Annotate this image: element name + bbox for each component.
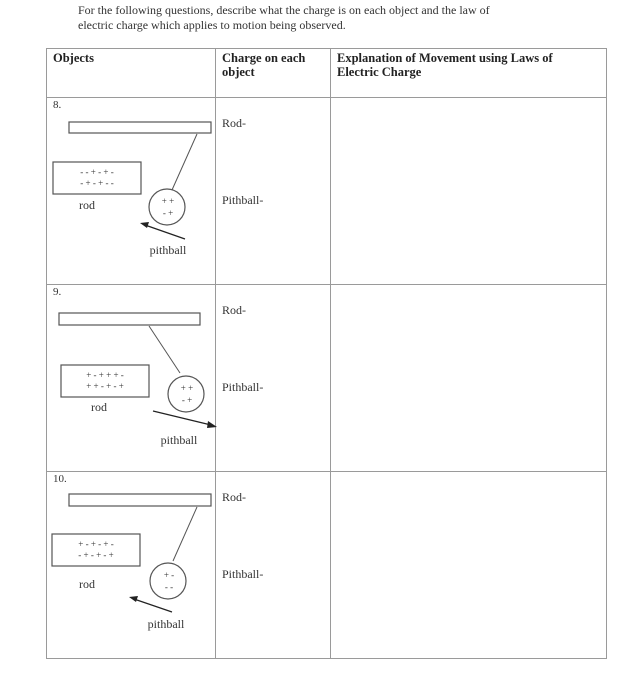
motion-arrow-head (129, 596, 138, 602)
instructions (78, 3, 598, 33)
explanation-answer-area[interactable] (331, 472, 607, 659)
table-row (47, 285, 607, 472)
objects-cell (47, 472, 216, 659)
support-bar (69, 494, 211, 506)
rod-label: rod (79, 577, 95, 591)
header-objects: Objects (47, 49, 216, 98)
motion-arrow-line (134, 599, 172, 612)
table-row (47, 472, 607, 659)
header-charge-line-2: object (222, 65, 255, 79)
pithball (168, 376, 204, 412)
explanation-answer-area[interactable] (331, 285, 607, 472)
string (173, 507, 197, 561)
rod-charges-top: + - + + + - (86, 370, 124, 380)
header-explanation-line-1: Explanation of Movement using Laws of (337, 51, 553, 65)
rod-label: rod (91, 400, 107, 414)
instructions-line-1: For the following questions, describe what the charge is on each object and the law of (78, 3, 490, 17)
motion-arrow-line (153, 411, 211, 425)
rod-charges-top: + - + - + - (78, 539, 114, 549)
instructions-line-2: electric charge which applies to motion being observed. (78, 18, 346, 32)
rod-charge-field: Rod- (222, 490, 246, 504)
question-number: 8. (53, 99, 62, 111)
rod-charges-bottom: - + - + - - (80, 178, 114, 188)
motion-arrow-head (140, 222, 149, 228)
ball-charges-bottom: - - (164, 582, 174, 592)
charge-cell (216, 472, 331, 659)
ball-charges-top: + + (161, 196, 175, 206)
string (149, 326, 180, 373)
pithball-charge-field: Pithball- (222, 380, 264, 394)
motion-arrow-line (145, 225, 185, 239)
pithball-diagram (47, 285, 216, 471)
ball-charges-top: + - (163, 570, 175, 580)
charge-cell (216, 285, 331, 472)
rod-charge-field: Rod- (222, 303, 246, 317)
pithball-diagram (47, 472, 216, 658)
pithball-charge-field: Pithball- (222, 567, 264, 581)
worksheet-table (46, 48, 607, 659)
pithball-label: pithball (149, 243, 187, 257)
rod-charges-bottom: + + - + - + (86, 381, 124, 391)
objects-cell (47, 98, 216, 285)
pithball (150, 563, 186, 599)
question-number: 9. (53, 286, 62, 298)
pithball-charge-field: Pithball- (222, 193, 264, 207)
pithball (149, 189, 185, 225)
rod-charges-top: - - + - + - (80, 167, 114, 177)
pithball-label: pithball (160, 433, 198, 447)
header-explanation-line-2: Electric Charge (337, 65, 422, 79)
header-row (47, 49, 607, 98)
ball-charges-bottom: - + (162, 208, 174, 218)
ball-charges-bottom: - + (181, 395, 193, 405)
rod-charges-bottom: - + - + - + (78, 550, 114, 560)
explanation-answer-area[interactable] (331, 98, 607, 285)
table-row (47, 98, 607, 285)
support-bar (59, 313, 200, 325)
rod-label: rod (79, 198, 95, 212)
charge-cell (216, 98, 331, 285)
question-number: 10. (53, 473, 67, 485)
header-explanation (331, 49, 607, 98)
pithball-diagram (47, 98, 216, 284)
string (172, 134, 197, 190)
support-bar (69, 122, 211, 133)
ball-charges-top: + + (180, 383, 194, 393)
objects-cell (47, 285, 216, 472)
pithball-label: pithball (147, 617, 185, 631)
rod-charge-field: Rod- (222, 116, 246, 130)
header-charge-line-1: Charge on each (222, 51, 306, 65)
header-charge (216, 49, 331, 98)
